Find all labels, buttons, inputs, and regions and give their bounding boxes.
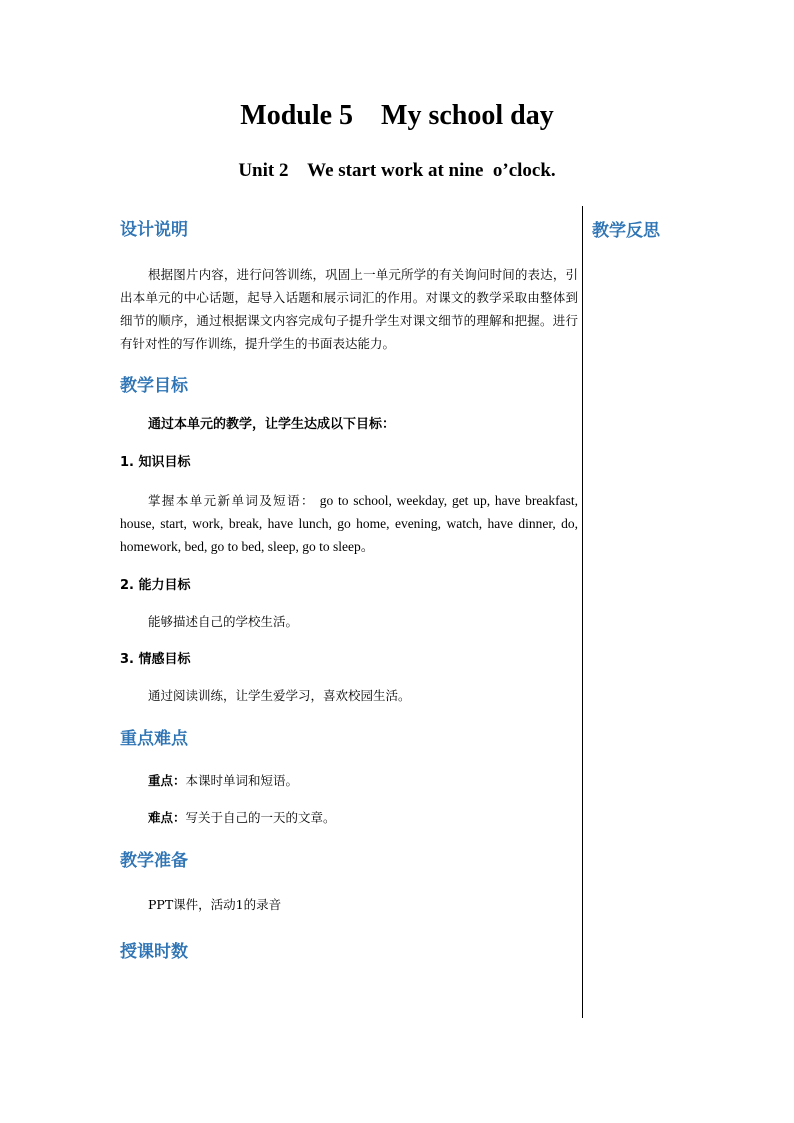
objectives-heading: 教学目标 — [120, 376, 188, 396]
emotion-objective-title: 3. 情感目标 — [120, 652, 191, 667]
emotion-objective-text: 通过阅读训练，让学生爱学习，喜欢校园生活。 — [148, 688, 411, 703]
key-point-label: 重点： — [148, 773, 186, 788]
preparation-section — [120, 849, 578, 916]
knowledge-objective-text — [120, 489, 578, 558]
difficult-point-label: 难点： — [148, 810, 186, 825]
key-point-text: 本课时单词和短语。 — [185, 773, 299, 788]
difficult-point — [120, 806, 578, 829]
design-text: 根据图片内容，进行问答训练，巩固上一单元所学的有关询问时间的表达，引出本单元的中心话题，起导入话题和展示词汇的作用。对课文的教学采取由整体到细节的顺序，通过根据课文内容完成句子提升学生对课文细节的理解和把握。进行有针对性的写作训练，提升学生的书面表达能力。 — [120, 267, 578, 351]
lesson-plan-body — [120, 218, 578, 964]
objectives-lead: 通过本单元的教学，让学生达成以下目标： — [148, 417, 396, 432]
design-section — [120, 218, 578, 355]
keypoints-section — [120, 727, 578, 829]
keypoints-heading: 重点难点 — [120, 729, 188, 749]
knowledge-intro: 掌握本单元新单词及短语： — [148, 493, 315, 508]
hours-section — [120, 940, 578, 964]
column-divider — [582, 206, 583, 1018]
hours-heading: 授课时数 — [120, 942, 188, 962]
knowledge-words: go to school, weekday, get up, have breakfast, house, start, work, break, have lunch, go home, evening, watch, have dinner, do, homework, bed, go to bed, sleep, go to sleep。 — [120, 493, 578, 554]
ability-objective-title: 2. 能力目标 — [120, 578, 191, 593]
key-point — [120, 769, 578, 792]
difficult-point-text: 写关于自己的一天的文章。 — [185, 810, 336, 825]
knowledge-objective-title: 1. 知识目标 — [120, 455, 191, 470]
preparation-heading: 教学准备 — [120, 851, 188, 871]
design-heading: 设计说明 — [120, 220, 188, 240]
reflection-heading: 教学反思 — [592, 221, 660, 241]
objectives-section — [120, 374, 578, 707]
unit-subtitle: Unit 2 We start work at nine o’clock. — [238, 160, 556, 181]
preparation-text: PPT课件，活动1的录音 — [148, 897, 282, 912]
ability-objective-text: 能够描述自己的学校生活。 — [148, 614, 299, 629]
module-title: Module 5 My school day — [240, 100, 554, 131]
